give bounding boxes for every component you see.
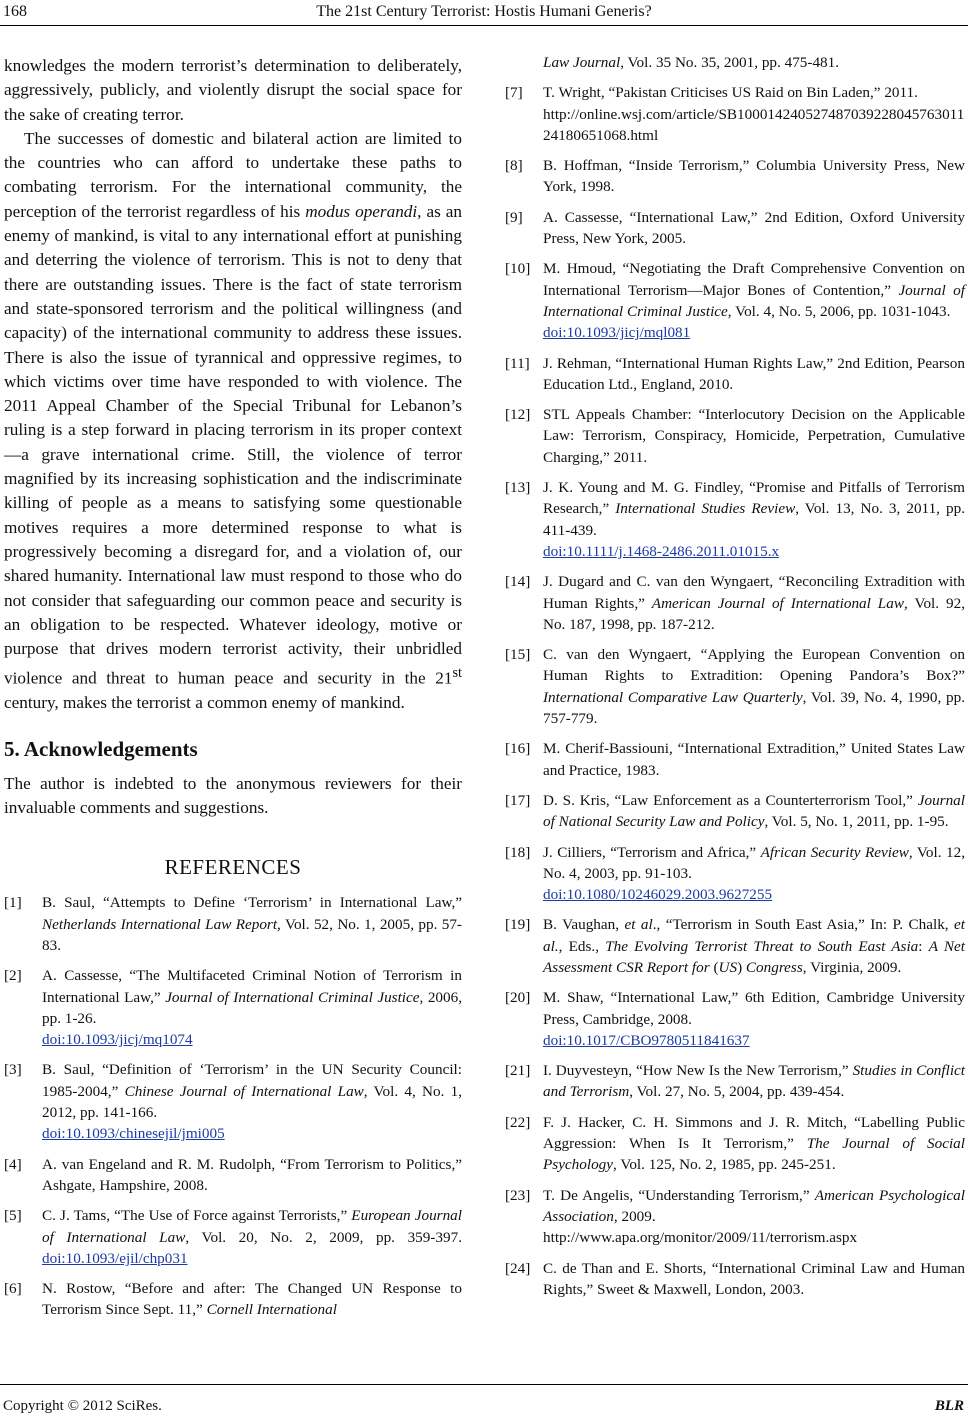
reference-segment: M. Shaw, “International Law,” 6th Edition, Cambridge University Press, Cambridge, 2008.	[543, 989, 965, 1028]
reference-segment: ., “Terrorism in South East Asia,” In: P. Chalk,	[652, 916, 955, 934]
reference-text	[543, 842, 965, 906]
doi-link[interactable]: doi:10.1017/CBO9780511841637	[543, 1031, 750, 1049]
reference-number: [2]	[4, 967, 22, 985]
reference-item	[4, 892, 462, 956]
reference-item	[505, 1185, 965, 1249]
reference-text	[543, 353, 965, 396]
acknowledgements-text: The author is indebted to the anonymous reviewers for their invaluable comments and suggestions.	[4, 773, 462, 818]
reference-text	[42, 1205, 462, 1269]
reference-italic: American Psychological Association	[543, 1186, 965, 1225]
reference-number: [3]	[4, 1061, 22, 1079]
running-title: The 21st Century Terrorist: Hostis Humani Generis?	[316, 3, 652, 20]
reference-item	[4, 1059, 462, 1144]
reference-segment: N. Rostow, “Before and after: The Changed UN Response to Terrorism Since Sept. 11,”	[42, 1280, 462, 1319]
reference-number: [10]	[505, 260, 531, 278]
reference-segment: , Vol. 125, No. 2, 1985, pp. 245-251.	[613, 1156, 836, 1174]
reference-italic: The Journal of Social Psychology	[543, 1135, 965, 1174]
reference-number: [8]	[505, 157, 523, 175]
doi-link[interactable]: doi:10.1080/10246029.2003.9627255	[543, 886, 773, 904]
reference-segment: , Vol. 5, No. 1, 2011, pp. 1-95.	[764, 813, 949, 831]
reference-number: [15]	[505, 646, 531, 664]
reference-item	[505, 258, 965, 343]
body-paragraph-1: knowledges the modern terrorist’s determination to deliberately, aggressively, publicly, and violently disrupt the social space for the sake of creating terror.	[4, 56, 462, 124]
reference-text	[543, 1112, 965, 1176]
reference-text	[42, 1059, 462, 1144]
reference-item	[505, 155, 965, 198]
reference-text	[543, 738, 965, 781]
reference-segment: :	[918, 937, 929, 955]
footer-rule	[0, 1384, 968, 1385]
reference-segment: )	[737, 958, 746, 976]
reference-continuation	[505, 52, 965, 73]
reference-segment: J. Dugard and C. van den Wyngaert, “Reconciling Extradition with Human Rights,”	[543, 573, 965, 612]
reference-segment: C. de Than and E. Shorts, “International Criminal Law and Human Rights,” Sweet & Maxwell, London, 2003.	[543, 1259, 965, 1298]
reference-text	[543, 914, 965, 978]
reference-italic: European Journal of International Law	[42, 1207, 462, 1246]
reference-segment: , Vol. 27, No. 5, 2004, pp. 439-454.	[629, 1083, 845, 1101]
reference-segment: T. Wright, “Pakistan Criticises US Raid on Bin Laden,” 2011.	[543, 84, 918, 102]
reference-text	[543, 1060, 965, 1103]
reference-italic: Journal of National Security Law and Policy	[543, 791, 965, 831]
reference-item	[505, 987, 965, 1051]
reference-item	[4, 1205, 462, 1269]
reference-number: [19]	[505, 916, 531, 934]
reference-number: [18]	[505, 843, 531, 861]
reference-italic: Journal of International Criminal Justice	[165, 988, 420, 1006]
reference-segment: (	[709, 958, 719, 976]
reference-segment: A. van Engeland and R. M. Rudolph, “From Terrorism to Politics,” Ashgate, Hampshire, 2008.	[42, 1155, 462, 1194]
left-column	[4, 54, 462, 1330]
reference-segment: B. Saul, “Attempts to Define ‘Terrorism’ in International Law,”	[42, 894, 462, 912]
reference-segment: , Vol. 4, No. 1, 2012, pp. 141-166.	[42, 1082, 462, 1122]
reference-segment: C. J. Tams, “The Use of Force against Terrorists,”	[42, 1207, 352, 1225]
reference-segment: A. Cassesse, “International Law,” 2nd Edition, Oxford University Press, New York, 2005.	[543, 208, 965, 248]
reference-item	[505, 738, 965, 781]
reference-number: [22]	[505, 1113, 531, 1131]
para2-italic: modus operandi	[305, 201, 418, 221]
references-heading: REFERENCES	[164, 855, 302, 880]
reference-italic: et al	[624, 916, 653, 934]
reference-segment: , Vol. 12, No. 4, 2003, pp. 91-103.	[543, 843, 965, 882]
reference-italic: Netherlands International Law Report	[42, 915, 278, 933]
reference-segment: , Virginia, 2009.	[802, 958, 902, 976]
reference-number: [7]	[505, 84, 523, 102]
reference-segment: , Vol. 39, No. 4, 1990, pp. 757-779.	[543, 688, 965, 728]
reference-text	[543, 477, 965, 562]
reference-segment: I. Duyvesteyn, “How New Is the New Terrorism,”	[543, 1062, 853, 1080]
doi-link[interactable]: doi:10.1093/jicj/mq1074	[42, 1031, 193, 1049]
reference-segment: , Vol. 13, No. 3, 2011, pp. 411-439.	[543, 500, 966, 539]
reference-segment: J. Cilliers, “Terrorism and Africa,”	[543, 843, 761, 861]
reference-segment: A. Cassesse, “The Multifaceted Criminal Notion of Terrorism in International Law,”	[42, 967, 462, 1006]
reference-number: [23]	[505, 1186, 531, 1204]
reference-segment: J. K. Young and M. G. Findley, “Promise and Pitfalls of Terrorism Research,”	[543, 479, 965, 518]
para2-text-b: , as an enemy of mankind, is vital to any international effort at punishing and deterring the violence of terrorism. This is not to deny that there are outstanding issues. There is the fact of state terrorism and state-sponsored terrorism and the political willingness (and capacity) of the international community to address these issues. There is also the issue of tyrannical and oppressive regimes, to which victims over time have responded to with violence. The 2011 Appeal Chamber of the Special Tribunal for Lebanon’s ruling is a step forward in placing terrorism in its proper context—a grave international crime. Still, the violence of terror magnified by its increasing sophistication and the indiscriminate killing of people as a means to satisfying some questionable motives requires a more determined response to what is progressively becoming a disregard for, and a violation of, our shared humanity. International law must respond to those who do not consider that safeguarding our common peace and security is an obligation to be respected. Whatever ideology, motive or purpose that drives modern terrorist activity, their unbridled violence and threat to human peace and security in the 21	[4, 201, 462, 689]
reference-segment: , 2009.	[613, 1207, 656, 1225]
reference-segment: B. Vaughan,	[543, 916, 625, 934]
reference-number: [6]	[4, 1280, 22, 1298]
reference-italic: American Journal of International Law	[651, 594, 904, 612]
reference-segment: M. Hmoud, “Negotiating the Draft Comprehensive Convention on International Terrorism—Major Bones of Contention,”	[543, 260, 965, 299]
reference-item	[505, 353, 965, 396]
reference-number: [9]	[505, 208, 523, 226]
reference-number: [5]	[4, 1207, 22, 1225]
reference-number: [16]	[505, 740, 531, 758]
reference-italic: Journal of International Criminal Justice	[543, 281, 965, 320]
page-number: 168	[3, 3, 27, 20]
reference-italic: International Comparative Law Quarterly	[543, 688, 803, 706]
page-header	[0, 0, 968, 26]
reference-number: [12]	[505, 406, 531, 424]
reference-italic: Congress	[745, 958, 803, 976]
reference-italic: A Net Assessment CSR Report for	[543, 937, 965, 976]
reference-item	[505, 1060, 965, 1103]
reference-item	[505, 1258, 965, 1301]
reference-number: [1]	[4, 894, 22, 912]
reference-segment: T. De Angelis, “Understanding Terrorism,”	[543, 1186, 815, 1204]
reference-italic: Studies in Conflict and Terrorism	[543, 1062, 966, 1101]
reference-text	[543, 571, 965, 635]
reference-segment: F. J. Hacker, C. H. Simmons and J. R. Mitch, “Labelling Public Aggression: When Is It Terrorism,”	[543, 1113, 965, 1153]
reference-item	[505, 207, 965, 250]
reference-italic: Law Journal	[543, 54, 621, 71]
reference-number: [13]	[505, 479, 531, 497]
reference-url: http://www.apa.org/monitor/2009/11/terrorism.aspx	[543, 1229, 858, 1247]
reference-item	[4, 965, 462, 1050]
reference-italic: et al.	[543, 916, 966, 955]
reference-item	[4, 1278, 462, 1321]
reference-italic: African Security Review	[760, 843, 909, 861]
para2-superscript: st	[452, 665, 462, 682]
reference-item	[505, 842, 965, 906]
reference-segment: , Vol. 52, No. 1, 2005, pp. 57-83.	[42, 915, 462, 954]
header-rule	[0, 25, 968, 26]
reference-italic: Cornell International	[206, 1301, 337, 1319]
reference-number: [14]	[505, 573, 531, 591]
reference-number: [24]	[505, 1259, 531, 1277]
reference-item	[505, 571, 965, 635]
reference-item	[505, 644, 965, 729]
reference-text	[543, 155, 965, 198]
reference-segment: , Vol. 92, No. 187, 1998, pp. 187-212.	[543, 594, 965, 633]
reference-segment: B. Hoffman, “Inside Terrorism,” Columbia University Press, New York, 1998.	[543, 157, 965, 196]
reference-number: [11]	[505, 354, 530, 372]
reference-text	[543, 987, 965, 1051]
reference-segment: STL Appeals Chamber: “Interlocutory Decision on the Applicable Law: Terrorism, Conspiracy, Homicide, Perpetration, Cumulative Charging,” 2011.	[543, 406, 965, 466]
reference-text	[543, 207, 965, 250]
page-footer	[0, 1384, 968, 1414]
reference-italic: US	[718, 958, 738, 976]
doi-link[interactable]: doi:10.1093/ejil/chp031	[42, 1249, 188, 1267]
reference-item	[505, 82, 965, 146]
reference-text	[543, 258, 965, 343]
references-list-left	[4, 892, 462, 1320]
para2-text-a: The successes of domestic and bilateral action are limited to the countries who can afford to undertake these paths to combating terrorism. For the international community, the perception of the terrorist regardless of his	[4, 128, 462, 221]
para2-text-c: century, makes the terrorist a common enemy of mankind.	[4, 693, 405, 713]
reference-segment: , 2006, pp. 1-26.	[42, 988, 463, 1027]
reference-text	[543, 404, 965, 468]
right-column	[505, 52, 965, 1309]
doi-link[interactable]: doi:10.1093/jicj/mql081	[543, 324, 691, 342]
reference-italic: The Evolving Terrorist Threat to South East Asia	[605, 937, 919, 955]
reference-number: [4]	[4, 1155, 22, 1173]
reference-segment: , Vol. 35 No. 35, 2001, pp. 475-481.	[620, 54, 840, 71]
journal-abbrev: BLR	[934, 1398, 964, 1414]
reference-url: http://online.wsj.com/article/SB10001424052748703922804576301124180651068.html	[543, 105, 965, 144]
reference-segment: , Vol. 20, No. 2, 2009, pp. 359-397.	[185, 1228, 462, 1246]
reference-item	[505, 404, 965, 468]
reference-item	[505, 914, 965, 978]
doi-link[interactable]: doi:10.1111/j.1468-2486.2011.01015.x	[543, 542, 780, 560]
reference-segment: C. van den Wyngaert, “Applying the European Convention on Human Rights to Extradition: Opening Pandora’s Box?”	[543, 646, 965, 685]
reference-number: [21]	[505, 1062, 531, 1080]
reference-item	[505, 1112, 965, 1176]
reference-segment: , Eds.,	[558, 937, 606, 955]
doi-link[interactable]: doi:10.1093/chinesejil/jmi005	[42, 1125, 225, 1143]
reference-italic: Chinese Journal of International Law	[124, 1082, 364, 1100]
reference-segment: M. Cherif-Bassiouni, “International Extradition,” United States Law and Practice, 1983.	[543, 740, 965, 779]
copyright-text: Copyright © 2012 SciRes.	[3, 1398, 162, 1414]
reference-segment: , Vol. 4, No. 5, 2006, pp. 1031-1043.	[727, 302, 951, 320]
body-paragraph-2	[4, 127, 462, 716]
reference-segment: J. Rehman, “International Human Rights Law,” 2nd Edition, Pearson Education Ltd., England, 2010.	[543, 354, 965, 393]
reference-number: [20]	[505, 989, 531, 1007]
reference-text	[42, 965, 462, 1050]
reference-number: [17]	[505, 791, 531, 809]
reference-text	[42, 1154, 462, 1197]
reference-text	[543, 1258, 965, 1301]
reference-text	[42, 892, 462, 956]
references-list-right	[505, 52, 965, 1300]
reference-italic: International Studies Review	[615, 500, 796, 518]
reference-item	[4, 1154, 462, 1197]
reference-text	[42, 1278, 462, 1321]
reference-segment: B. Saul, “Definition of ‘Terrorism’ in the UN Security Council: 1985-2004,”	[42, 1061, 462, 1100]
reference-item	[505, 477, 965, 562]
reference-text	[543, 1185, 965, 1249]
reference-segment: D. S. Kris, “Law Enforcement as a Counterterrorism Tool,”	[543, 791, 918, 809]
reference-text	[543, 82, 965, 146]
reference-item	[505, 790, 965, 833]
reference-text	[543, 790, 965, 833]
reference-text	[543, 52, 965, 73]
reference-text	[543, 644, 965, 729]
acknowledgements-heading: 5. Acknowledgements	[4, 736, 198, 761]
